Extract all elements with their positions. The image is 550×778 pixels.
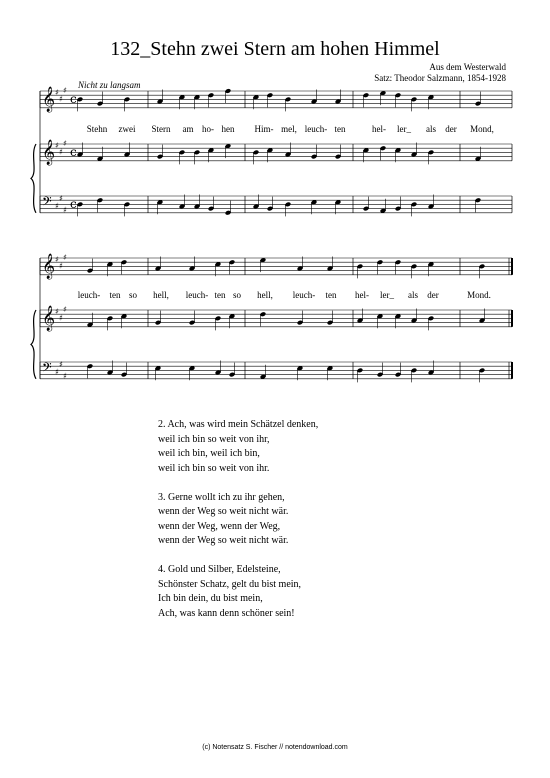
bass-clef-icon: 𝄢 (42, 360, 52, 378)
lyric-syllable: Mond. (467, 290, 491, 300)
sharp-icon: ♯ (63, 371, 67, 381)
lyric-syllable: leuch- (292, 290, 316, 300)
lyric-syllable: ten (325, 290, 337, 300)
brace-icon (31, 310, 36, 379)
sharp-icon: ♯ (55, 367, 59, 377)
verse-line: Schönster Schatz, gelt du bist mein, (158, 578, 302, 590)
sharp-icon: ♯ (63, 138, 67, 148)
lyric-syllable: als (426, 124, 436, 134)
verse-line: wenn der Weg so weit nicht wär. (158, 506, 289, 517)
sharp-icon: ♯ (55, 255, 59, 264)
lyric-syllable: der (427, 290, 439, 300)
lyric-syllable: mel, (281, 124, 297, 134)
sharp-icon: ♯ (63, 252, 67, 262)
verse-line: weil ich bin, weil ich bin, (158, 448, 260, 459)
verse-line: wenn der Weg, wenn der Weg, (158, 520, 281, 532)
verse-line: Ach, was kann denn schöner sein! (158, 607, 295, 619)
page-title: 132_Stehn zwei Stern am hohen Himmel (110, 38, 440, 60)
lyric-syllable: hen (221, 124, 235, 134)
verse-line: 3. Gerne wollt ich zu ihr gehen, (158, 491, 285, 503)
lyric-syllable: leuch- (304, 124, 328, 134)
treble-clef-icon: 𝄞 (42, 306, 56, 331)
treble-clef-icon: 𝄞 (42, 87, 56, 112)
sharp-icon: ♯ (55, 141, 59, 150)
sharp-icon: ♯ (59, 313, 63, 323)
arranger-credit: Satz: Theodor Salzmann, 1854-1928 (374, 73, 506, 83)
copyright-footer: (c) Notensatz S. Fischer // notendownload.com (202, 744, 348, 751)
additional-verses (158, 418, 318, 636)
sharp-icon: ♯ (55, 201, 59, 211)
common-time-icon: c (70, 145, 77, 159)
lyric-syllable: ler_ (397, 124, 411, 134)
lyric-syllable: hel- (372, 124, 386, 134)
brace-icon (31, 144, 36, 213)
sharp-icon: ♯ (59, 194, 63, 204)
verse-3 (158, 491, 318, 549)
sharp-icon: ♯ (59, 147, 63, 157)
lyric-syllable: ten (214, 290, 226, 300)
lyric-syllable: hell, (257, 290, 273, 300)
bass-clef-icon: 𝄢 (42, 194, 52, 212)
lyric-syllable: ler_ (380, 290, 394, 300)
verse-2 (158, 418, 318, 476)
sharp-icon: ♯ (59, 261, 63, 271)
sharp-icon: ♯ (63, 304, 67, 314)
verse-line: weil ich bin so weit von ihr. (158, 462, 270, 474)
sharp-icon: ♯ (55, 88, 59, 97)
tempo-marking: Nicht zu langsam (78, 80, 141, 90)
lyric-syllable: als (408, 290, 418, 300)
common-time-icon: c (70, 92, 77, 106)
lyric-syllable: so (128, 290, 138, 300)
lyric-syllable: hel- (355, 290, 369, 300)
sharp-icon: ♯ (59, 94, 63, 104)
sharp-icon: ♯ (55, 307, 59, 316)
lyric-syllable: Stehn (86, 124, 108, 134)
verse-4 (158, 563, 318, 621)
verse-line: weil ich bin so weit von ihr, (158, 433, 270, 445)
verse-line: 2. Ach, was wird mein Schätzel denken, (158, 419, 319, 430)
lyric-syllable: leuch- (185, 290, 209, 300)
lyric-syllable: Mond, (470, 124, 494, 134)
lyric-syllable: ten (334, 124, 346, 134)
lyric-syllable: ten (109, 290, 121, 300)
lyric-syllable: Stern (151, 124, 171, 134)
verse-line: wenn der Weg so weit nicht wär. (158, 535, 289, 546)
sharp-icon: ♯ (59, 360, 63, 370)
treble-clef-icon: 𝄞 (42, 254, 56, 279)
lyric-syllable: hell, (153, 290, 169, 300)
lyric-syllable: am (182, 124, 194, 134)
lyric-syllable: Him- (254, 124, 274, 134)
verse-line: 4. Gold und Silber, Edelsteine, (158, 564, 281, 575)
common-time-icon: c (70, 197, 77, 211)
lyric-syllable: der (445, 124, 457, 134)
treble-clef-icon: 𝄞 (42, 140, 56, 165)
sharp-icon: ♯ (63, 205, 67, 215)
sharp-icon: ♯ (63, 85, 67, 95)
lyric-syllable: leuch- (77, 290, 101, 300)
verse-line: Ich bin dein, du bist mein, (158, 593, 263, 604)
lyric-syllable: ho- (202, 124, 214, 134)
lyric-syllable: so (232, 290, 242, 300)
song-origin: Aus dem Westerwald (429, 62, 506, 72)
lyric-syllable: zwei (118, 124, 136, 134)
